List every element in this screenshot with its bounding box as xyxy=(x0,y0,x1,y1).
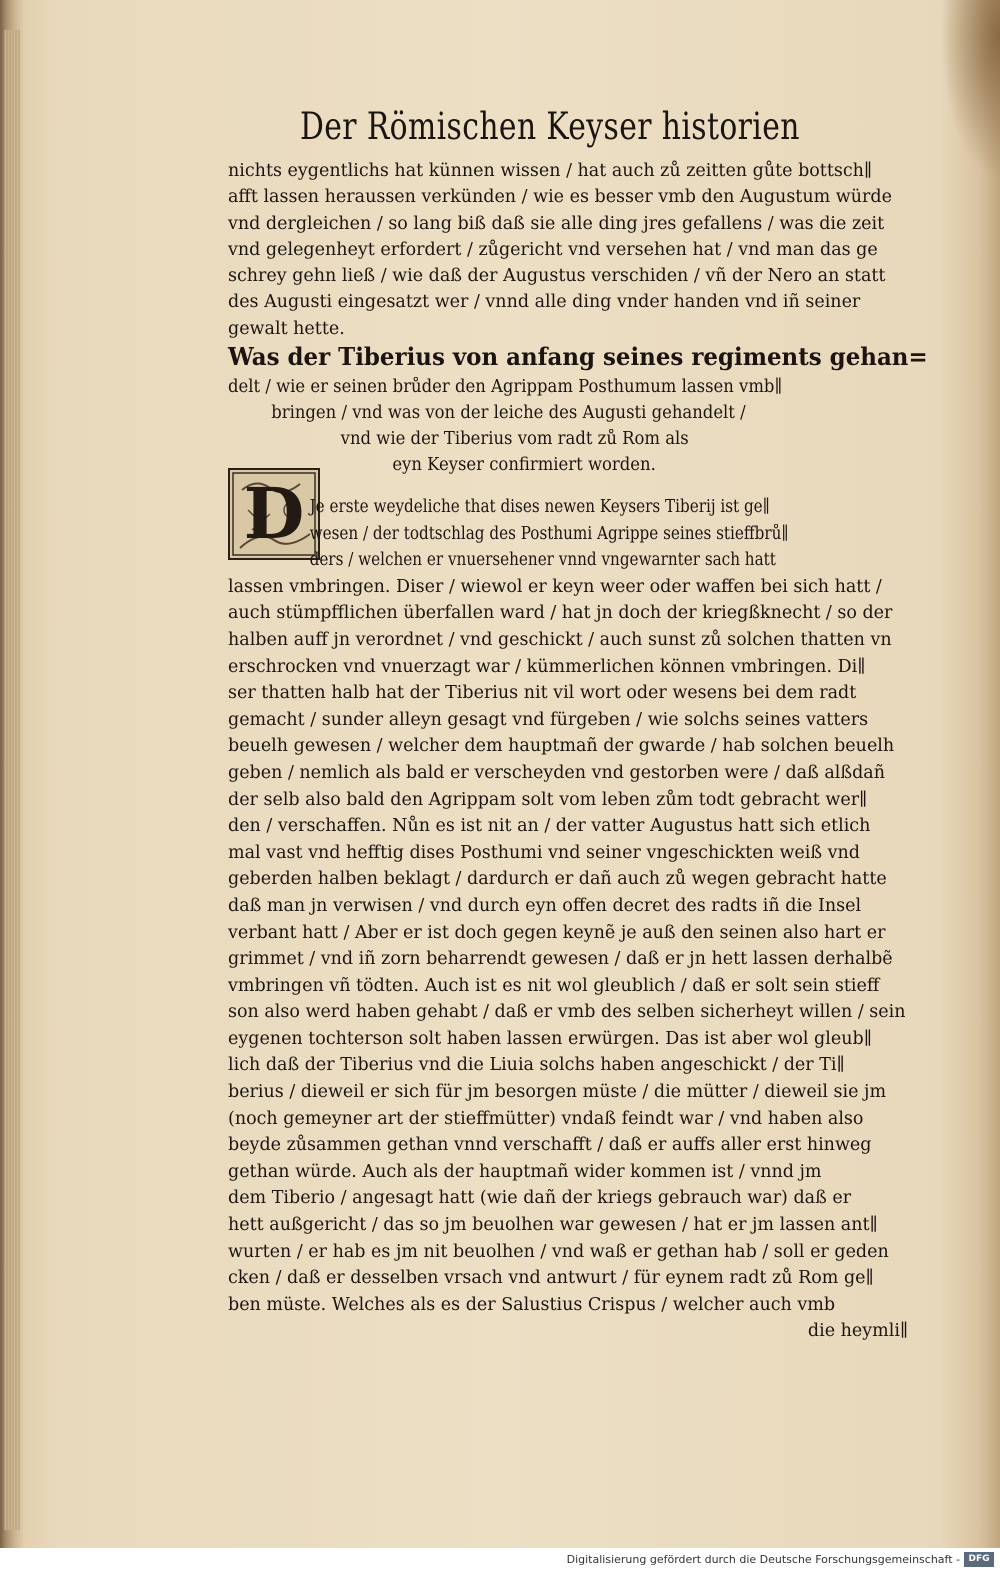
heading-line: eyn Keyser confirmiert worden. xyxy=(392,455,656,475)
text-line: ser thatten halb hat der Tiberius nit vil wort oder wesens bei dem radt xyxy=(228,683,857,704)
text-line: gethan würde. Auch als der hauptmañ wider kommen ist / vnnd jm xyxy=(228,1161,822,1182)
text-line: schrey gehn ließ / wie daß der Augustus verschiden / vñ der Nero an statt xyxy=(228,266,886,287)
text-line: son also werd haben gehabt / daß er vmb des selben sicherheyt willen / sein xyxy=(228,1002,906,1023)
dfg-logo-icon: DFG xyxy=(964,1552,994,1567)
text-line: Je erste weydeliche that dises newen Keysers Tiberij ist ge∥ xyxy=(309,497,770,517)
text-line: der selb also bald den Agrippam solt vom leben zům todt gebracht wer∥ xyxy=(228,789,868,810)
text-line: (noch gemeyner art der stieffmütter) vndaß feindt war / vnd haben also xyxy=(228,1108,864,1129)
text-line: cken / daß er desselben vrsach vnd antwurt / für eynem radt zů Rom ge∥ xyxy=(228,1268,874,1289)
text-line: gemacht / sunder alleyn gesagt vnd fürgeben / wie solchs seines vatters xyxy=(228,709,869,730)
text-line: vnd dergleichen / so lang biß daß sie alle ding jres gefallens / was die zeit xyxy=(228,213,885,234)
page-edge-stack xyxy=(4,30,20,1530)
text-line: ders / welchen er vnuersehener vnnd vngewarnter sach hatt xyxy=(309,550,776,571)
heading-line: bringen / vnd was von der leiche des Augusti gehandelt / xyxy=(271,403,746,423)
digitization-footer xyxy=(0,1548,1000,1571)
heading-line: delt / wie er seinen brůder den Agrippam Posthumum lassen vmb∥ xyxy=(228,377,783,397)
text-line: vmbringen vñ tödten. Auch ist es nit wol gleublich / daß er solt sein stieff xyxy=(228,975,880,996)
heading-line: vnd wie der Tiberius vom radt zů Rom als xyxy=(340,429,689,449)
text-line: wurten / er hab es jm nit beuolhen / vnd waß er gethan hab / soll er geden xyxy=(228,1241,889,1262)
heading-line: Was der Tiberius von anfang seines regiments gehan= xyxy=(228,342,928,371)
text-line: vnd gelegenheyt erfordert / zůgericht vnd versehen hat / vnd man das ge xyxy=(228,239,878,260)
text-line: lich daß der Tiberius vnd die Liuia solchs haben angeschickt / der Ti∥ xyxy=(228,1055,845,1076)
footer-credit: Digitalisierung gefördert durch die Deutsche Forschungsgemeinschaft - xyxy=(566,1553,960,1566)
text-line: eygenen tochterson solt haben lassen erwürgen. Das ist aber wol gleub∥ xyxy=(228,1028,872,1049)
section-heading xyxy=(228,340,961,478)
text-line: afft lassen heraussen verkünden / wie es besser vmb den Augustum würde xyxy=(228,187,892,208)
text-line: auch stümpfflichen überfallen ward / hat jn doch der kriegßknecht / so der xyxy=(228,603,893,624)
text-line: lassen vmbringen. Diser / wiewol er keyn weer oder waffen bei sich hatt / xyxy=(228,576,882,597)
text-line: beyde zůsammen gethan vnnd verschafft / daß er auffs aller erst hinweg xyxy=(228,1135,872,1156)
text-line: grimmet / vnd iñ zorn beharrendt gewesen / daß er jn hett lassen derhalbẽ xyxy=(228,949,893,970)
drop-cap-letter: D xyxy=(243,472,305,555)
corner-stain xyxy=(940,0,1000,180)
text-line: halben auff jn verordnet / vnd geschickt / auch sunst zů solchen thatten vn xyxy=(228,629,892,650)
paragraph-1 xyxy=(228,158,892,342)
text-line: beuelh gewesen / welcher dem hauptmañ der gwarde / hab solchen beuelh xyxy=(228,736,895,757)
text-line: ben müste. Welches als es der Salustius Crispus / welcher auch vmb xyxy=(228,1294,836,1315)
text-line: des Augusti eingesatzt wer / vnnd alle ding vnder handen vnd iñ seiner xyxy=(228,292,861,313)
text-line: mal vast vnd hefftig dises Posthumi vnd seiner vngeschickten weiß vnd xyxy=(228,842,860,863)
text-line: gewalt hette. xyxy=(228,318,345,339)
text-line: erschrocken vnd vnuerzagt war / kümmerlichen können vmbringen. Di∥ xyxy=(228,656,866,677)
text-line: daß man jn verwisen / vnd durch eyn offen decret des radts iñ die Insel xyxy=(228,895,862,916)
text-line: verbant hatt / Aber er ist doch gegen keynẽ je auß den seinen also hart er xyxy=(228,922,886,943)
text-line: geben / nemlich als bald er verscheyden vnd gestorben were / daß alßdañ xyxy=(228,762,885,783)
catchword-line: die heymli∥ xyxy=(807,1321,908,1342)
running-head: Der Römischen Keyser historien xyxy=(300,105,800,148)
paragraph-2 xyxy=(228,494,908,1345)
text-line: wesen / der todtschlag des Posthumi Agrippe seines stieffbrů∥ xyxy=(309,523,789,544)
text-line: nichts eygentlichs hat künnen wissen / hat auch zů zeitten gůte bottsch∥ xyxy=(228,161,873,181)
text-line: den / verschaffen. Nůn es ist nit an / der vatter Augustus hatt sich etlich xyxy=(228,816,871,837)
text-line: dem Tiberio / angesagt hatt (wie dañ der kriegs gebrauch war) daß er xyxy=(228,1188,852,1209)
text-line: hett außgericht / das so jm beuolhen war gewesen / hat er jm lassen ant∥ xyxy=(228,1215,878,1236)
text-line: berius / dieweil er sich für jm besorgen müste / die mütter / dieweil sie jm xyxy=(228,1082,887,1103)
text-line: geberden halben beklagt / dardurch er dañ auch zů wegen gebracht hatte xyxy=(228,869,887,890)
